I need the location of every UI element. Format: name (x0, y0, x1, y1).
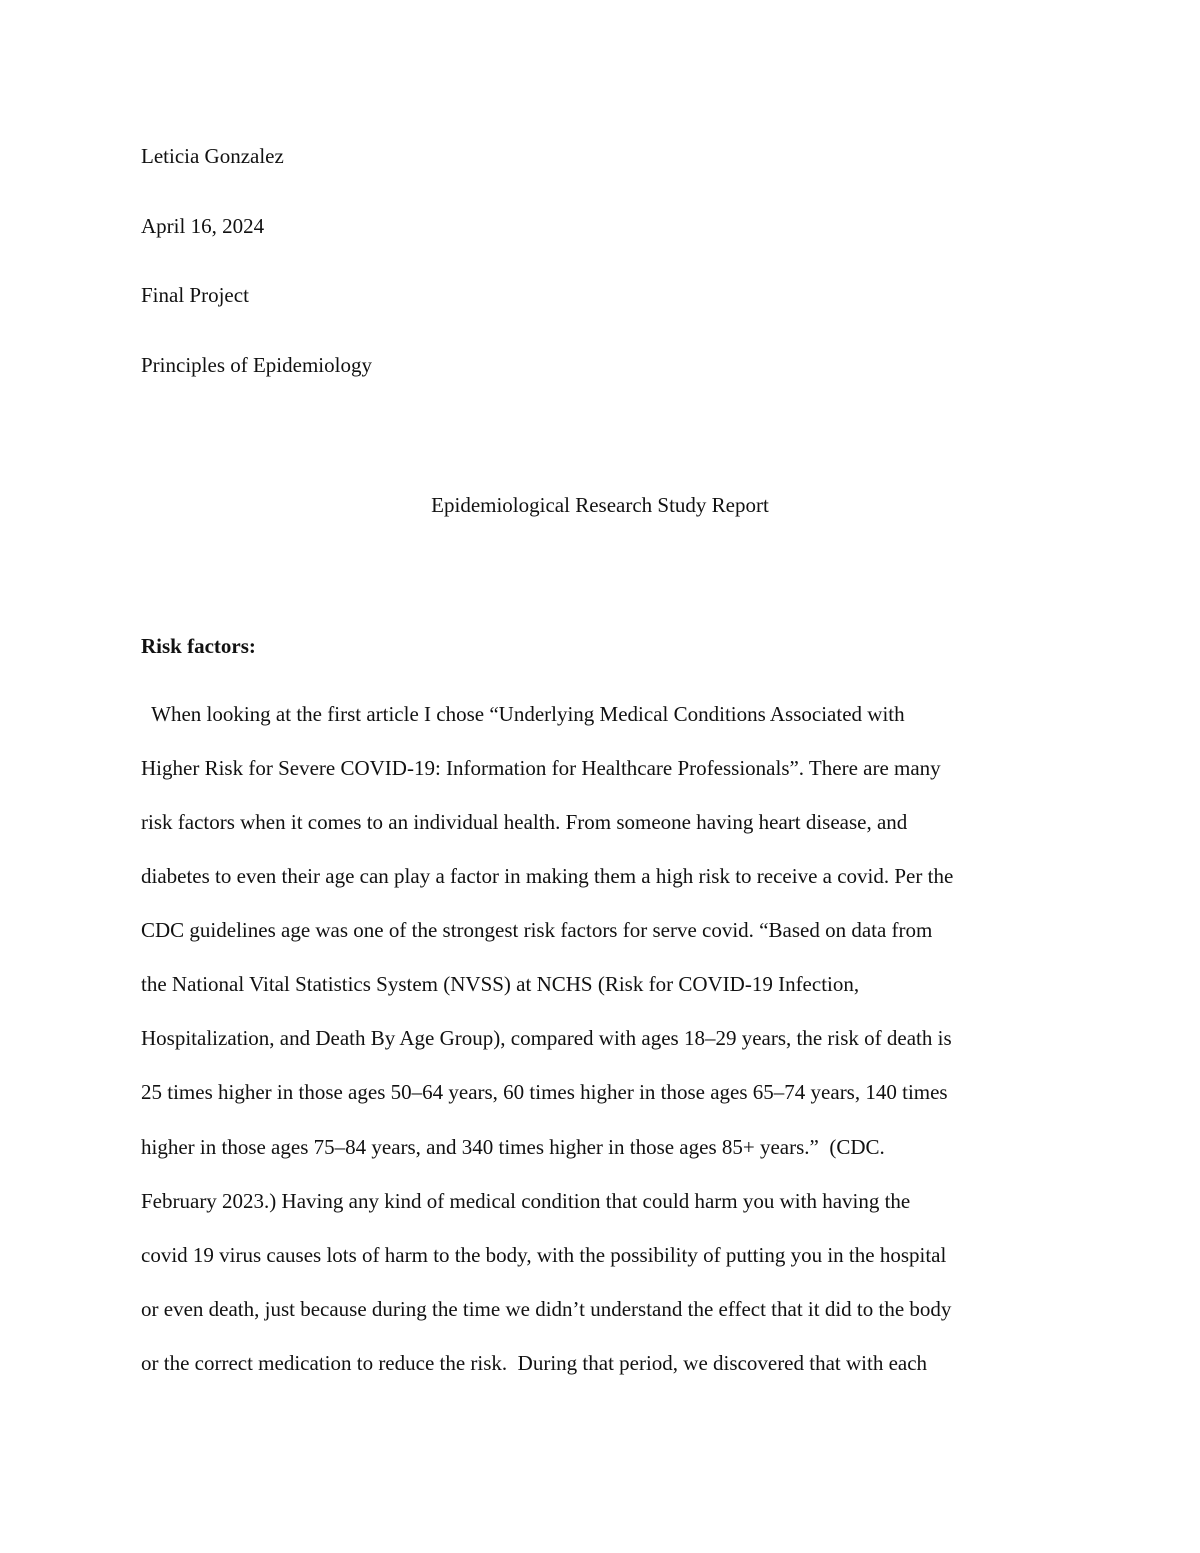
submission-date: April 16, 2024 (141, 214, 265, 238)
paragraph-line: or the correct medication to reduce the risk. During that period, we discovered that with each (141, 1351, 928, 1375)
section-heading: Risk factors: (141, 634, 256, 658)
paragraph-line: When looking at the first article I chose “Underlying Medical Conditions Associated with (141, 702, 905, 726)
paragraph-line: risk factors when it comes to an individual health. From someone having heart disease, and (141, 810, 908, 834)
paragraph-line: February 2023.) Having any kind of medical condition that could harm you with having the (141, 1189, 911, 1213)
paragraph-line: 25 times higher in those ages 50–64 years, 60 times higher in those ages 65–74 years, 140 times (141, 1080, 948, 1104)
paragraph-line: higher in those ages 75–84 years, and 340 times higher in those ages 85+ years.” (CDC. (141, 1135, 885, 1159)
course-name: Principles of Epidemiology (141, 353, 372, 377)
paragraph-line: CDC guidelines age was one of the strongest risk factors for serve covid. “Based on data from (141, 918, 933, 942)
paragraph-line: Higher Risk for Severe COVID-19: Information for Healthcare Professionals”. There are many (141, 756, 941, 780)
author-name: Leticia Gonzalez (141, 144, 284, 168)
paragraph-line: diabetes to even their age can play a factor in making them a high risk to receive a covid. Per the (141, 864, 954, 888)
paragraph-line: covid 19 virus causes lots of harm to the body, with the possibility of putting you in the hospital (141, 1243, 947, 1267)
paragraph-line: or even death, just because during the time we didn’t understand the effect that it did to the body (141, 1297, 952, 1321)
page-title: Epidemiological Research Study Report (431, 493, 769, 517)
assignment-name: Final Project (141, 283, 249, 307)
paragraph-line: Hospitalization, and Death By Age Group), compared with ages 18–29 years, the risk of death is (141, 1026, 952, 1050)
paragraph-line: the National Vital Statistics System (NVSS) at NCHS (Risk for COVID-19 Infection, (141, 972, 860, 996)
